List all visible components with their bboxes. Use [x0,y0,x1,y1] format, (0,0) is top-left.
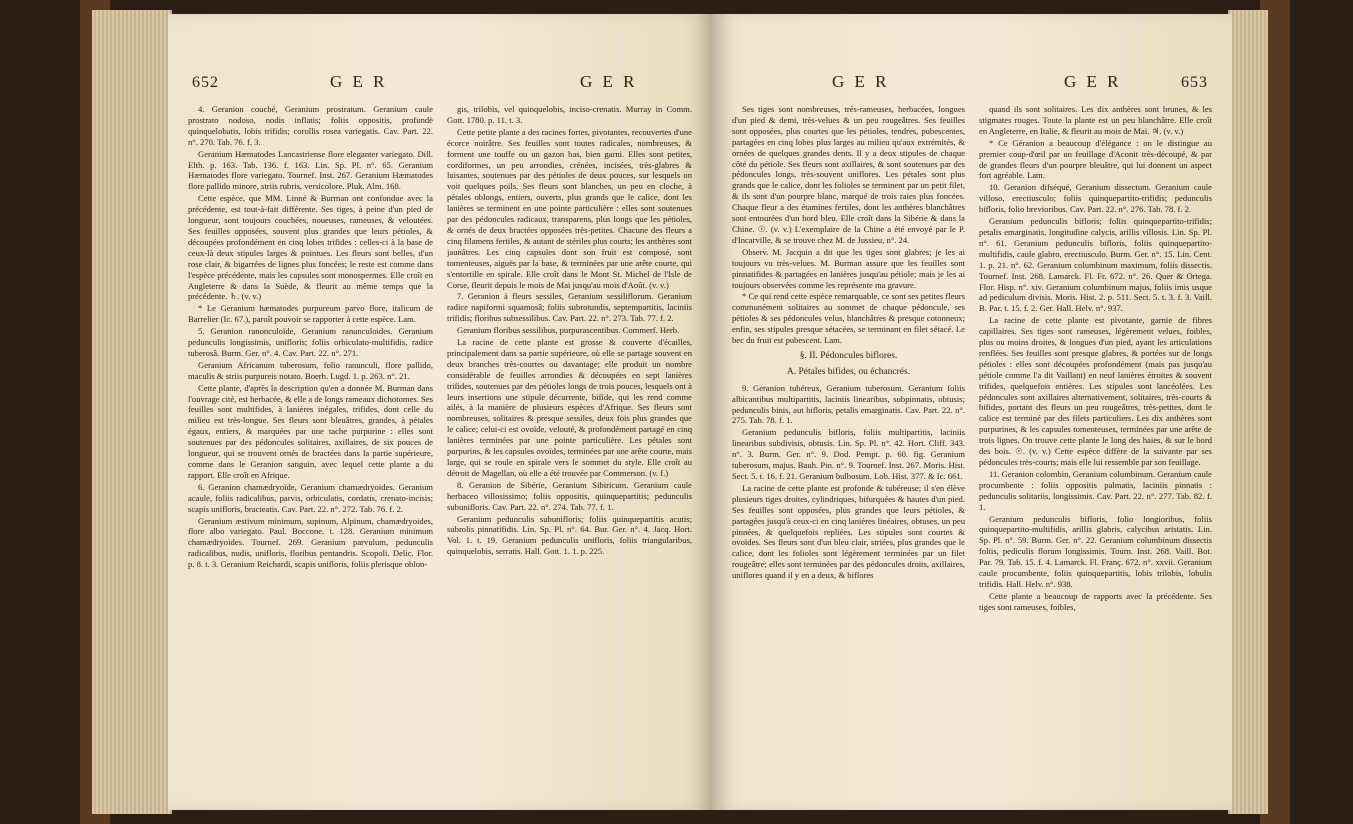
right-page-columns [732,104,1212,792]
running-head-right: G E R [1064,72,1122,91]
paragraph: Geranium Africanum tuberosum, folio ranunculi, flore pallido, maculis & striis purpureis notato. Boerh. Lugd. 1. p. 263. n°. 21. [188,359,433,381]
paragraph: Ses tiges sont nombreuses, très-rameuses, herbacées, longues d'un pied & demi, très-velues & un peu rougeâtres. Ses feuilles sont opposées, plus courtes que les pétioles, tendres, pubescentes, partagées en cinq lobes plus larges au milieu qu'aux extrémités, & ornées de quelques grandes dents. Il y a deux stipules de chaque côté du pétiole. Ses fleurs sont axillaires, & sont soutenues par des pédoncules longs, très-souvent uniflores. Les pétales sont plus grands que le calice, dont les folioles se terminent par un petit filet, & ils sont d'un pourpre blanc, marqué de trois raies plus foncées. Chaque fleur a des étamines fertiles, dont les anthères blanchâtres sont entourées d'un bord bleu. Elle croît dans la Sibérie & dans la Chine. ☉. (v. v.) L'exemplaire de la Chine a été envoyé par le P. d'Incarville, & se trouve chez M. de Jussieu, n°. 24. [732,104,965,245]
text-column [188,104,433,792]
paragraph: Geranium pedunculis bifloris, folio longioribus, foliis quinquepartito-multifidis, arillis glabris, calycibus aristatis. Lin. Sp. Pl. n°. 59. Burm. Ger. n°. 22. Geranium columbinum dissectis foliis, pediculis florum longissimis. Tourn. Inst. 268. Vaill. Bot. Par. 79. Tab. 15. f. 4. Lamarck. Fl. Franç. 672. n°. xxvii. Geranium caule procumbente, foliis quinquepartitis, lobis trilobis, lobulis trifidis. Hall. Helv. n°. 938. [979,513,1212,589]
paragraph: §. II. Pédoncules biflores. [799,350,898,361]
paragraph: * Ce Géranion a beaucoup d'élégance : on le distingue au premier coup-d'œil par un feuillage d'Aconit très-découpé, & par de grandes fleurs d'un pourpre bleuâtre, qui lui donnent un aspect fort agréable. Lam. [979,137,1212,181]
paragraph: 8. Geranion de Sibérie, Geranium Sibiricum. Geranium caule herbaceo villosissimo; foliis oppositis, quinquepartitis; pedunculis subunifloris. Cav. Part. 22. n°. 274. Tab. 77. f. 1. [447,479,692,512]
running-head: G E R [330,72,388,91]
page-number: 652 [192,74,219,91]
paragraph: * Ce qui rend cette espèce remarquable, ce sont ses petites fleurs communément solitaires au sommet de chaque pédoncule, ses pétioles & ses pédoncules velus, blanchâtres & presque cotonneux; enfin, ses stipules presque sétacées, se terminant en filet sétacé. Le bec du fruit est pubescent. Lam. [732,291,965,346]
text-column [979,104,1212,792]
paragraph: 4. Geranion couché, Geranium prostratum. Geranium caule prostrato nodoso, nodis inflatis; foliis oppositis, profundè quinquelobatis, lobis trifidis; corollis rosea variegatis. Cav. Part. 22. n°. 270. Tab. 76. f. 3. [188,104,433,147]
paragraph: * Le Geranium hæmatodes purpureum parvo flore, italicum de Barrelier (Ic. 67.), paroît pouvoir se rapporter à cette espèce. Lam. [188,303,433,325]
text-column [732,104,965,792]
paragraph: 11. Geranion colombin, Geranium columbinum. Geranium caule procumbente : foliis oppositis palmatis, laciniis pinnatis : pedunculis solitariis, longissimis. Cav. Part. 22. n°. 277. Tab. 82. f. 1. [979,468,1212,512]
text-column [447,104,692,792]
left-page-header [190,72,690,100]
running-head: G E R [832,72,890,91]
paragraph: Cette plante, d'après la description qu'en a donnée M. Burman dans l'ouvrage cité, est herbacée, & elle a de longs rameaux dichotomes. Ses feuilles sont multifides, à lanières inégales, trifides, dont celle du milieu est très-longue. Ses fleurs sont bleuâtres, grandes, à pétales égaux, entiers, & marquées par une tache purpurine : elles sont soutenues par des pédoncules solitaires, axillaires, de six pouces de longueur, qui se trouvent ornés de bractées dans la partie supérieure, comme dans le Geranion sanguin, avec lequel cette plante a du rapport. Elle croît en Afrique. [188,382,433,480]
paragraph: 7. Geranion à fleurs sessiles, Geranium sessiliflorum. Geranium radice napiformi squamosâ; foliis subrotundis, septempartitis, laciniis trifidis; floribus subsessilibus. Cav. Part. 22. n°. 273. Tab. 77. f. 2. [447,291,692,324]
paragraph: 5. Geranion ranonculoïde, Geranium ranunculoides. Geranium pedunculis longissimis, unifloris; foliis orbiculato-multifidis, radice tuberosâ. Burm. Ger. n°. 4. Cav. Part. 22. n°. 271. [188,326,433,358]
paragraph: 6. Geranion chamædryoïde, Geranium chamædryoides. Geranium acaule, foliis radicalibus, parvis, orbiculatis, cordatis, crenato-incisis; scapis unifloris, bracteatis. Cav. Part. 22. n°. 272. Tab. 76. f. 2. [188,481,433,514]
paragraph: 9. Geranion tubéreux, Geranium tuberosum. Geranium foliis albicantibus multipartitis, laciniis linearibus, subpinnatis, obtusis; pedunculis binis, aut bifloris, petalis emarginatis. Cav. Part. 22. n°. 275. Tab. 78. f. 1. [732,382,965,426]
right-page [712,14,1232,810]
page-edges-right [1228,10,1268,814]
paragraph: A. Pétales bifides, ou échancrés. [786,366,911,377]
paragraph: gis, trilobis, vel quinquelobis, inciso-crenatis. Murray in Comm. Gott. 1780. p. 11. t. 3. [447,104,692,125]
paragraph: Geranium pedunculis subunifloris; foliis quinquepartitis acutis; subrolis pinnatifidis. Lin. Sp. Pl. n°. 64. Bur. Ger. n°. 4. Jacq. Hort. Vol. 1. t. 19. Geranium pedunculis unifloris, foliis triangularibus, quinquelobis, serratis. Hall. Gott. 1. 1. p. 225. [447,513,692,557]
paragraph: Geranium pedunculis bifloris; foliis quinquepartito-trifidis; petalis emarginatis, longitudine calycis, arillis villosis. Lin. Sp. Pl. n°. 61. Geranium pedunculis bifloris, foliis quinquepartito-multifidis, caule glabro, erectiusculo. Burm. Ger. n°. 15. Lin. Cent. 1. p. 21. n°. 62. Geranium columbinum maximum, foliis dissectis. Tournef. Inst. 268. Lamarck. Fl. Fr. 672. n°. 26. Quer & Ortega. Flor. Hisp. n°. xiv. Geranium columbinum majus, foliis imis usque ad pediculum divisis. Moris. Hist. 2. p. 511. Sect. 5. t. 3. f. 3. Vaill. B. Par. t. 15. f. 2. Ger. Hall. Helv. n°. 937. [979,216,1212,314]
paragraph: Observ. M. Jacquin a dit que les tiges sont glabres; je les ai toujours vu très-velues. M. Burman assure que les feuilles sont pinnatifides & partagées en lanières jusqu'au pétiole; mais je les ai toujours observées comme les représente ma gravure. [732,246,965,290]
paragraph: Geranium pedunculis bifloris, foliis multipartitis, laciniis linearibus subdivisis, obtusis. Lin. Sp. Pl. n°. 42. Hort. Cliff. 343. n°. 3. Burm. Ger. n°. 9. Dod. Pempt. p. 60. fig. Geranium tuberosum, majus. Bauh. Pin. n°. 9. Tournef. Inst. 267. Moris. Hist. Sect. 5. t. 16. f. 21. Geranium bulbosum. Lob. Hist. 377. & Ic. 661. [732,427,965,481]
paragraph: Geranium Hæmatodes Lancastriense flore eleganter variegato. Dill. Elth. p. 163. Tab. 136. f. 163. Lin. Sp. Pl. n°. 65. Geranium Hæmatodes flore variegato. Tournef. Inst. 267. Geranium Hæmatodes flore pallido minore, striis rubris, versicolore. Pluk. Alm. 168. [188,148,433,192]
paragraph: La racine de cette plante est grosse & couverte d'écailles, principalement dans sa partie supérieure, où elle se partage souvent en deux branches très-courtes ou davantage; elle produit un nombre considérable de feuilles arrondies & découpées en sept lanières trifides, soutenues par des pétioles longs de trois pouces, lesquels ont à leurs insertions une stipule décurrente, bifide, qui les rend comme ailés, à la manière de plusieurs espèces d'Afrique. Ses fleurs sont nombreuses, solitaires & presque sessiles, deux fois plus grandes que le calice; celui-ci est ovoïde, velouté, & profondément partagé en cinq lanières terminées par une pointe particulière. Les pétales sont purpurins, & les capsules ovoïdes, terminées par une arête courte, mais large, qui se roule en spirale vers le sommet du style. Elle croît au détroit de Magellan, où elle a été trouvée par Commerson. (v. f.) [447,337,692,478]
paragraph: Cette petite plante a des racines fortes, pivotantes, recouvertes d'une écorce noirâtre. Ses feuilles sont toutes radicales, nombreuses, & forment une touffe ou un gazon bas, bien garni. Elles sont petites, cordiformes, un peu arrondies, crénées, incisées, très-glabres & luisantes, soutenues par des pétioles de deux pouces, sur lesquels on voit quelques poils. Ses fleurs sont blanches, un peu en cloche, à pétales oblongs, entiers, ouverts, plus grands que le calice, dont les lanières se terminent en une pointe particulière : elles sont soutenues par des pédoncules radicaux, transparens, plus longs que les pétioles, & ornés de deux bractées opposées très-petites. Chacune des fleurs a cinq filamens fertiles, & autant de stériles plus courts; les anthères sont jaunâtres. Les cinq capsules dont son fruit est composé, sont tomenteuses, aiguës par la base, & terminées par une arête courte, qui s'entortille en spirale. Elle croît dans le Mont St. Michel de l'Isle de Corse, fleurit depuis le mois de Mai jusqu'au mois d'Août. (v. v.) [447,126,692,290]
running-head-right: G E R [580,72,638,91]
page-edges-left [92,10,172,814]
paragraph: Geranium floribus sessilibus, purpurascentibus. Commerf. Herb. [457,325,680,336]
right-page-header [734,72,1210,100]
paragraph: La racine de cette plante est pivotante, garnie de fibres capillaires. Ses tiges sont rameuses, légèrement velues, foibles, plus ou moins droites, & longues d'un pied, ayant les articulations renflées. Ses feuilles sont presque glabres, & portées sur de longs pétioles : elles sont découpées profondément (mais pas jusqu'au pétiole comme l'a dit Vaillant) en neuf lanières étroites & souvent trifides, quelquefois entières. Les stipules sont lancéolées. Les pédoncules sont axillaires alternativement, solitaires, très-courts & bifides, portant des fleurs un peu rougeâtres, très-petites, dont le calice est terminé par des filets particuliers. Les dix anthères sont purpurines, & les capsules tomenteuses, terminées par une arête de trois lignes. On trouve cette plante le long des haies, & sur le bord des bois. ☉. (v. v.) Cette espèce diffère de la suivante par ses pédoncules très-courts; mais elle lui ressemble par son feuillage. [979,315,1212,467]
paragraph: La racine de cette plante est profonde & tubéreuse; il s'en élève plusieurs tiges droites, cylindriques, bifurquées & hautes d'un pied. Ses feuilles sont opposées, plus grandes que leurs pétioles, & partagées jusqu'à ceux-ci en cinq lanières linéaires, obtuses, un peu pinnées, & quelquefois repliées. Les stipules sont courtes & ovoïdes. Ses fleurs sont d'un bleu clair, striées, plus grandes que le calice, dont les folioles sont légèrement terminées par un filet rougeâtre; elles sont terminées par des pédoncules droits, axillaires, uniflores quand il y en a deux, & biflores [732,482,965,581]
left-page-columns [188,104,692,792]
left-page [168,14,712,810]
paragraph: Geranium æstivum minimum, supinum, Alpinum, chamædryoides, flore albo variegato. Paul. Boccone. t. 128. Geranium minimum chamædryoides. Tournef. 269. Geranium parvulum, pedunculis radicalibus, nudis, unifloris, floribus pentandris. Scopoli. Delic. Flor. p. 8. t. 3. Geranium Reichardi, scapis unifloris, foliis plerisque oblon- [188,515,433,570]
page-number: 653 [1181,74,1208,91]
paragraph: Cette plante a beaucoup de rapports avec la précédente. Ses tiges sont rameuses, foibles, [979,590,1212,612]
paragraph: quand ils sont solitaires. Les dix anthères sont brunes, & les stigmates rouges. Toute la plante est un peu blanchâtre. Elle croît en Angleterre, en Italie, & fleurit au mois de Mai. ♃. (v. v.) [979,104,1212,136]
paragraph: Cette espèce, que MM. Linné & Burman ont confondue avec la précédente, est tout-à-fait différente. Ses tiges, à peine d'un pied de longueur, sont toujours couchées, noueuses, rameuses, & veloutées. Ses feuilles opposées, souvent plus grandes que leurs pétioles, & découpées profondément en cinq lobes trifides : celles-ci à la base de ceux-là deux stipules larges & pointues. Les fleurs sont belles, d'un rose clair, & bigarrées de lignes plus foncées; le reste est comme dans l'espèce précédente, mais les capsules sont monospermes. Elle croît en Angleterre & dans la Suède, & fleurit au même temps que la précédente. ♄. (v. v.) [188,193,433,302]
paragraph: 10. Geranion difséqué, Geranium dissectum. Geranium caule villoso, erectiusculo; foliis quinquepartito-trifidis; pedunculis bifloris, folio brevioribus. Cav. Part. 22. n°. 276. Tab. 78. f. 2. [979,182,1212,215]
